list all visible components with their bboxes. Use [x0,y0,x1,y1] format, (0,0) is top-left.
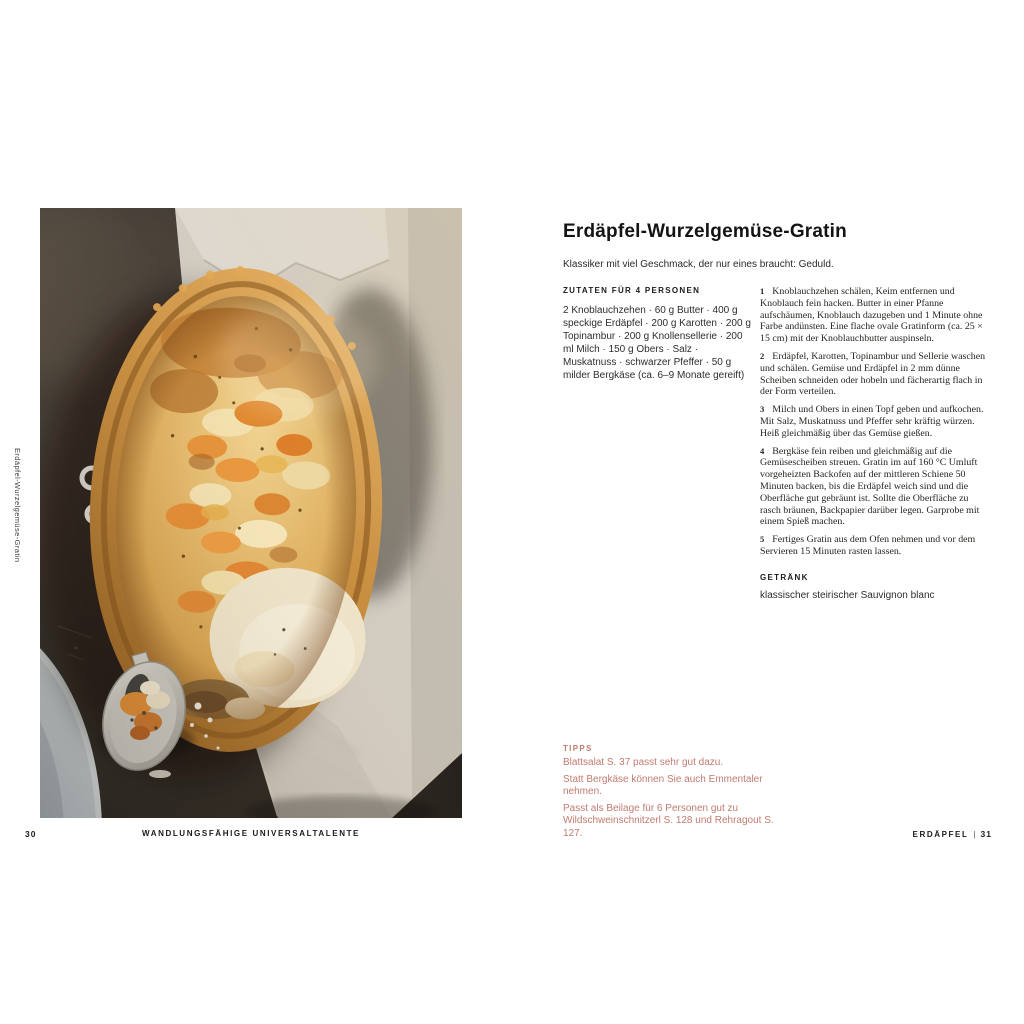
step-5-number: 5 [760,534,765,545]
step-4-number: 4 [760,445,765,456]
ingredients-column [563,286,751,382]
sunlight-overlay [40,208,462,818]
step-3 [760,404,986,439]
photo-margin-caption: Erdäpfel-Wurzelgemüse-Gratin [13,448,22,563]
step-1-text: Knoblauchzehen schälen, Keim entfernen und Knoblauch fein hacken. Butter in einer Pfanne aufschäumen, Knoblauch dazugeben und 1 Minute ohne Farbe andünsten. Eine flache ovale Gratinform (ca. 25 × 15 cm) mit der Knoblauchbutter auspinseln. [760,286,983,345]
step-1 [760,286,986,345]
method-column [760,286,986,601]
drink-pairing: klassischer steirischer Sauvignon blanc [760,589,935,601]
step-2 [760,351,986,398]
right-footer-chapter: ERDÄPFEL [912,830,969,839]
ingredients-list: 2 Knoblauchzehen · 60 g Butter · 400 g speckige Erdäpfel · 200 g Karotten · 200 g Topinambur · 200 g Knollensellerie · 200 ml Milch · 150 g Obers · Salz · Muskatnuss · schwarzer Pfeffer · 50 g milder Bergkäse (ca. 6–9 Monate gereift) [563,305,751,381]
drink-section [760,573,986,601]
ingredients-heading: ZUTATEN FÜR 4 PERSONEN [563,286,701,295]
step-2-number: 2 [760,350,765,361]
left-footer-chapter: WANDLUNGSFÄHIGE UNIVERSALTALENTE [141,829,360,838]
tip-2: Statt Bergkäse können Sie auch Emmentaler nehmen. [563,773,763,798]
step-4 [760,446,986,529]
step-5-text: Fertiges Gratin aus dem Ofen nehmen und vor dem Servieren 15 Minuten rasten lassen. [760,534,976,557]
step-5 [760,534,986,558]
tip-3: Passt als Beilage für 6 Personen gut zu Wildschweinschnitzerl S. 128 und Rehragout S. 127. [563,802,774,839]
step-3-text: Milch und Obers in einen Topf geben und aufkochen. Mit Salz, Muskatnuss und Pfeffer sehr kräftig würzen. Heiß gleichmäßig über das Gemüse gießen. [760,404,984,439]
right-footer-separator: | [973,830,976,839]
step-3-number: 3 [760,404,765,415]
step-1-number: 1 [760,286,765,296]
tips-section [563,744,775,841]
step-2-text: Erdäpfel, Karotten, Topinambur und Sellerie waschen und schälen. Gemüse und Erdäpfel in 2 mm dünne Scheiben schneiden oder hobeln und fächerartig flach in der Form verteilen. [760,350,986,398]
tips-heading: TIPPS [563,744,593,753]
tip-1: Blattsalat S. 37 passt sehr gut dazu. [563,757,724,768]
drink-heading: GETRÄNK [760,572,809,582]
step-4-text: Bergkäse fein reiben und gleichmäßig auf die Gemüsescheiben streuen. Gratin im auf 160 °C Umluft vorgeheizten Backofen auf der mittleren Schiene 50 Minuten backen, bis die Erdäpfel weich sind und die Oberfläche gut gebräunt ist. Sollte die Oberfläche zu rasch bräunen, Backpapier darüber legen. Garprobe mit einem Spieß machen. [760,445,980,528]
recipe-title: Erdäpfel-Wurzelgemüse-Gratin [563,221,847,242]
recipe-photo [40,208,462,818]
right-footer [913,829,992,839]
recipe-subtitle: Klassiker mit viel Geschmack, der nur eines braucht: Geduld. [563,259,834,270]
left-page-number: 30 [25,829,37,839]
right-page-number: 31 [980,829,992,839]
